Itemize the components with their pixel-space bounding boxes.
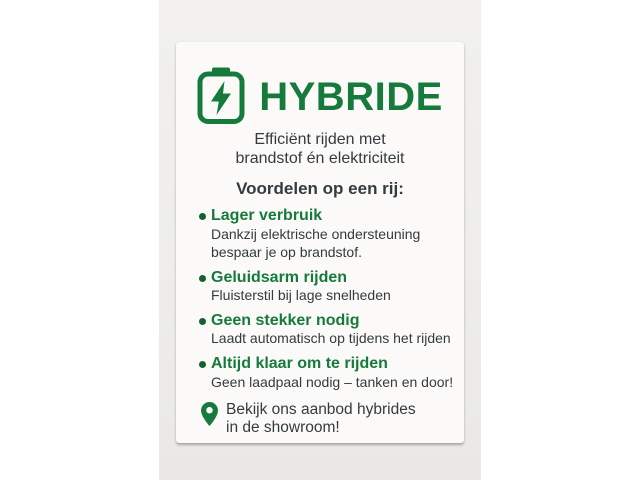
benefit-desc-line: Laadt automatisch op tijdens het rijden	[211, 330, 451, 347]
photo-background	[159, 0, 481, 480]
benefit-desc-line: Dankzij elektrische ondersteuning	[211, 225, 421, 242]
hybride-flyer-card	[176, 42, 464, 443]
bullet-icon	[199, 275, 206, 282]
subtitle-line-2: brandstof én elektriciteit	[235, 150, 405, 168]
benefit-desc-line: Geen laadpaal nodig – tanken en door!	[211, 373, 454, 390]
footer-line-2: in de showroom!	[226, 419, 340, 437]
bullet-icon	[199, 318, 206, 325]
page-title: HYBRIDE	[259, 75, 443, 119]
location-pin-icon	[201, 402, 218, 426]
benefit-title: Geluidsarm rijden	[211, 268, 348, 286]
subtitle	[176, 130, 464, 168]
battery-bolt-icon	[197, 66, 245, 124]
benefits-list	[176, 207, 464, 391]
bullet-icon	[199, 213, 206, 220]
benefit-desc-line: Fluisterstil bij lage snelheden	[211, 286, 391, 303]
benefit-item	[199, 269, 462, 305]
benefit-desc-line: bespaar je op brandstof.	[211, 243, 362, 260]
footer-line-1: Bekijk ons aanbod hybrides	[226, 401, 416, 419]
benefits-heading: Voordelen op een rij:	[236, 179, 404, 199]
card-header	[176, 66, 464, 124]
benefit-title: Lager verbruik	[211, 207, 323, 225]
benefit-item	[199, 207, 462, 261]
bullet-icon	[199, 361, 206, 368]
benefit-title: Geen stekker nodig	[211, 311, 360, 329]
benefit-title: Altijd klaar om te rijden	[211, 355, 388, 373]
footer-text	[226, 401, 416, 437]
benefit-item	[199, 312, 462, 348]
subtitle-line-1: Efficiënt rijden met	[254, 131, 386, 148]
showroom-callout	[176, 401, 464, 437]
benefit-item	[199, 355, 462, 391]
